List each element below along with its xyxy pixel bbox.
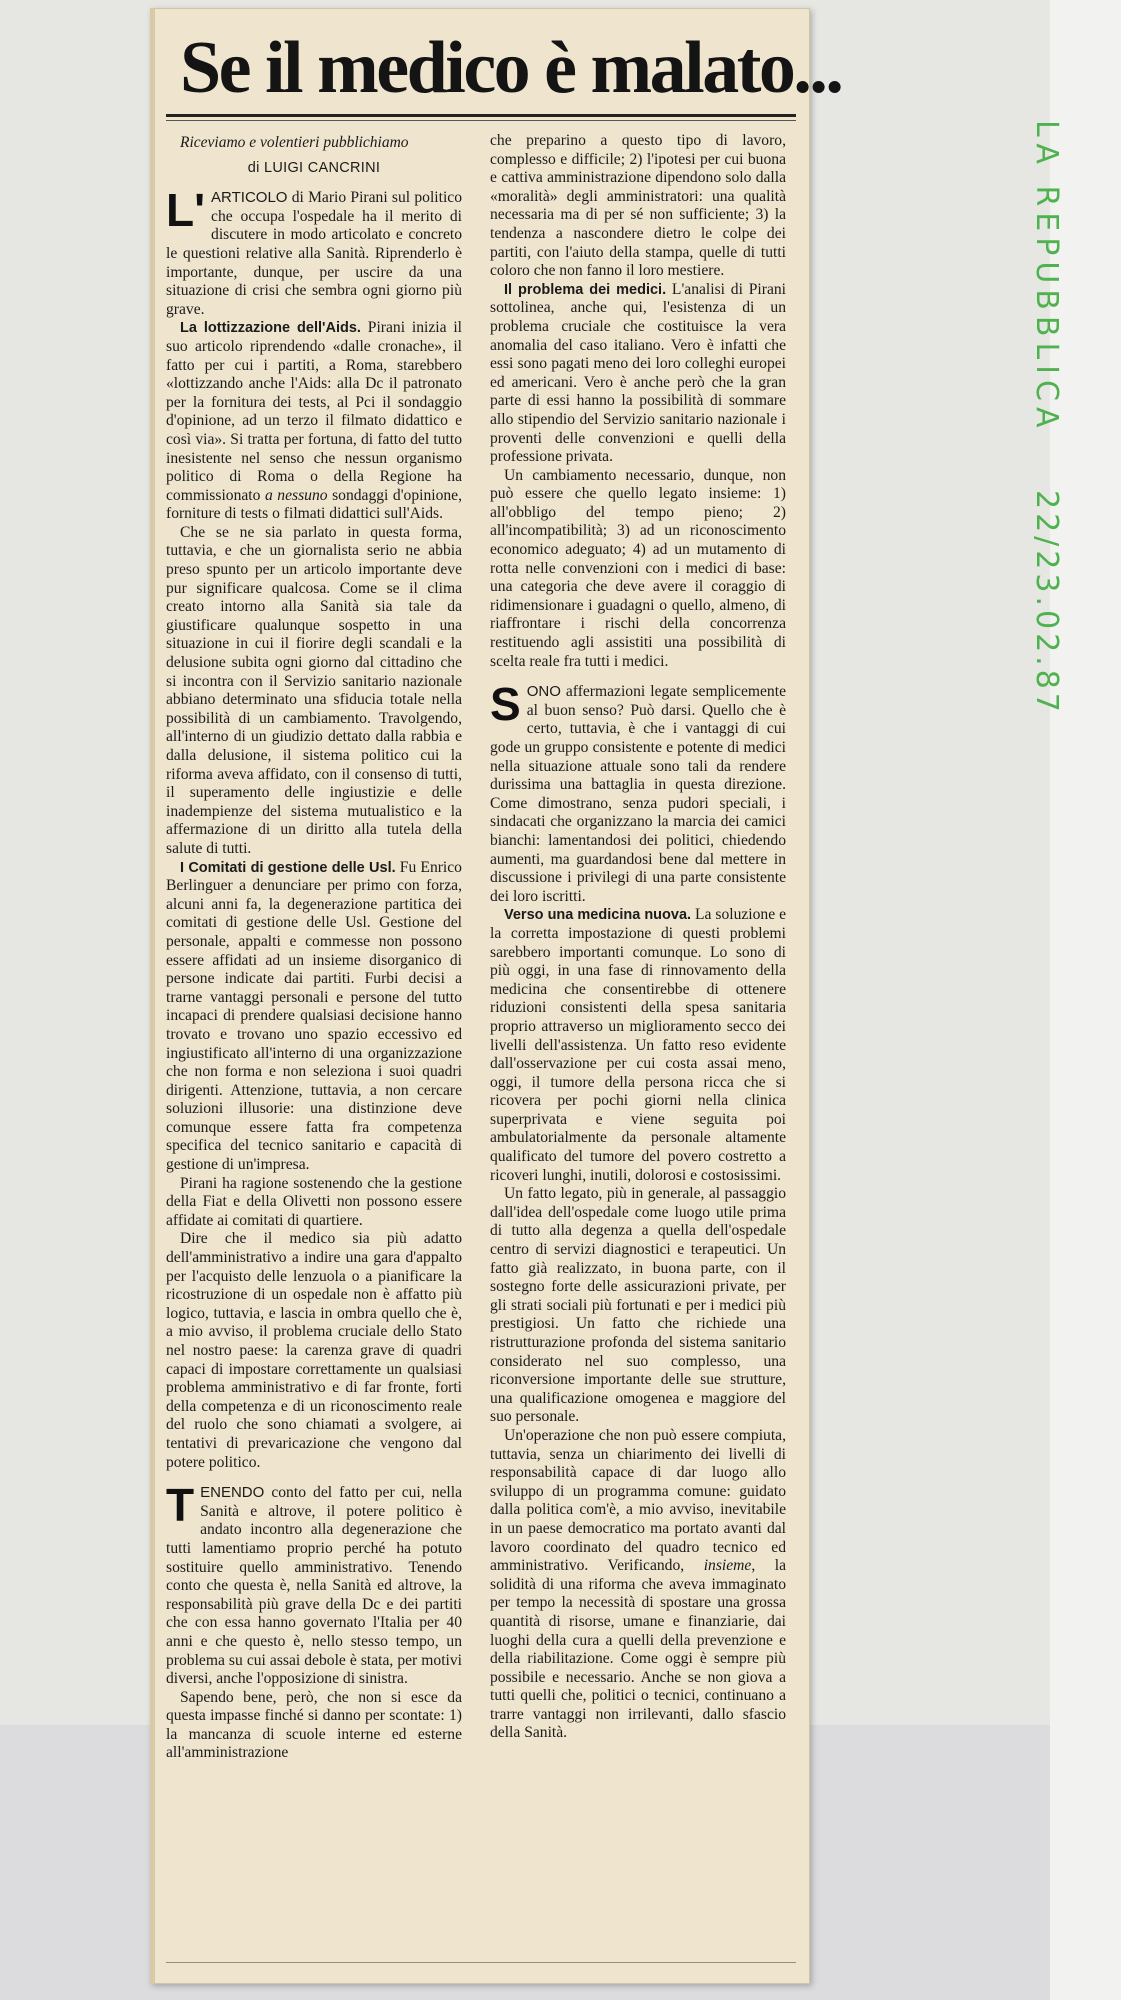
subheading: Verso una medicina nuova. <box>504 907 692 924</box>
paragraph-text: Fu Enrico Berlinguer a denunciare per primo con forza, alcuni anni fa, la degenerazione partitica dei comitati di gestione delle Usl. Gestione del personale, appalti e commesse non possono essere affidati ad un insieme disorganico di persone indicate dai partiti. Furbi decisi a trarne vantaggi personali e persone del tutto incapaci di prendere qualsiasi decisione hanno trovato e trovano uno spazio eccessivo ed ingiustificato all'interno di una organizzazione che non forma e non seleziona i suoi quadri dirigenti. Attenzione, tuttavia, a non cercare soluzioni illusorie: una distinzione deve comunque essere fatta fra competenza specifica del tecnico sanitario e capacità di gestione di un'impresa. <box>166 858 462 1174</box>
drop-cap: L' <box>166 184 206 237</box>
headline-rule <box>166 114 796 117</box>
emphasis: insieme <box>703 1557 752 1575</box>
paragraph: Che se ne sia parlato in questa forma, tuttavia, e che un giornalista serio ne abbia preso spunto per un articolo importante deve pur significare qualcosa. Come se il clima creato intorno alla Sanità sia tale da giustificare qualunque sospetto in una situazione in cui il fiorire degli scandali e la delusione subita ogni giorno dal cittadino che si incontra con il Servizio sanitario nazionale abbiano determinato una sfiducia totale nella possibilità di un cambiamento. Travolgendo, all'interno di un giudizio dettato dalla rabbia e dalla delusione, il sistema politico cui la riforma aveva affidato, con il consenso di tutti, il superamento delle ingiustizie e delle inadempienze del sistema mutualistico e la affermazione di un diritto alla tutela della salute di tutti. <box>166 523 462 857</box>
paragraph: Un fatto legato, più in generale, al passaggio dall'idea dell'ospedale come luogo utile prima di tutto alla degenza a quella dell'ospedale centro di servizi diagnostici e terapeutici. Un fatto già realizzato, in buona parte, con il sostegno forte delle assicurazioni private, per gli strati sociali più fortunati e per i medici più prestigiosi. Un fatto che richiede una ristrutturazione profonda del sistema sanitario considerato nel suo complesso, una riconversione importante delle sue strutture, una qualificazione omogenea e maggiore del suo personale. <box>490 1185 786 1426</box>
lead-in: ONO <box>526 683 561 701</box>
clipping-edge <box>150 8 155 1984</box>
paragraph-text: di Mario Pirani sul politico che occupa l'ospedale ha il merito di discutere in modo articolato e concreto le questioni relative alla Sanità. Riprenderlo è importante, dunque, per uscire da una situazione di crisi che sembra ogni giorno più grave. <box>166 189 462 318</box>
headline: Se il medico è malato... <box>180 27 842 109</box>
byline-prefix: di <box>247 159 260 176</box>
paragraph-text: L'analisi di Pirani sottolinea, anche qui, l'esistenza di un problema cruciale che costituisce la vera anomalia del caso italiano. Vero è infatti che essi sono pagati meno dei loro colleghi europei ed americani. Vero è anche però che la gran parte di essi hanno la possibilità di sommare allo stipendio del Servizio sanitario nazionale i proventi delle convenzioni e quelli della professione privata. <box>490 280 786 466</box>
paragraph: Sapendo bene, però, che non si esce da questa impasse finché si danno per scontate: 1) la mancanza di scuole interne ed esterne all'amministrazione <box>166 1688 462 1762</box>
paragraph: Dire che il medico sia più adatto dell'amministrativo a indire una gara d'appalto per l'acquisto delle lenzuola o a pianificare la ricostruzione di un ospedale non è affatto più logico, tuttavia, e lascia in ombra quello che è, a mio avviso, il problema cruciale dello Stato nel nostro paese: la carenza grave di quadri capaci di impostare correttamente un qualsiasi problema amministrativo e di far fronte, forti della competenza e di un riconoscimento reale del ruolo che sono chiamati a svolgere, ai tentativi di prevaricazione che vengono dal potere politico. <box>166 1230 462 1471</box>
paragraph-text: affermazioni legate semplicemente al buon senso? Può darsi. Quello che è certo, tuttavia, è che i vantaggi di cui gode un gruppo consistente e potente di medici nella situazione attuale sono tali da rendere durissima una battaglia in questa direzione. Come dimostrano, senza pudori speciali, i sindacati che organizzano la marcia dei camici bianchi: lamentandosi dei politici, chiedendo aumenti, ma guardandosi bene dal mettere in discussione i privilegi di una parte consistente dei loro iscritti. <box>490 683 786 905</box>
article-column-right <box>490 132 786 1962</box>
paragraph-text: , la solidità di una riforma che aveva immaginato per tempo la necessità di spostare una grossa quantità di risorse, umane e finanziarie, dai luoghi della cura a quelli della prevenzione e della riabilitazione. Come oggi è sempre più possibile e necessario. Anche se non giova a tutti quelli che, politici o tecnici, continuano a trarre vantaggi non irrilevanti, dallo sfascio della Sanità. <box>490 1557 786 1742</box>
subheading: I Comitati di gestione delle Usl. <box>180 859 396 876</box>
newspaper-clipping <box>150 8 842 1984</box>
paragraph <box>490 678 786 906</box>
lead-in: ENENDO <box>200 1484 265 1502</box>
annotation-paper-name: LA REPUBBLICA <box>1029 120 1064 434</box>
author-name: LUIGI CANCRINI <box>264 159 381 176</box>
bottom-rule <box>166 1962 796 1963</box>
paragraph <box>490 281 786 467</box>
subheading: Il problema dei medici. <box>504 281 667 298</box>
byline <box>166 159 462 178</box>
paragraph-text: Un'operazione che non può essere compiuta, tuttavia, senza un chiarimento dei livelli di responsabilità capace di dar luogo allo sviluppo di un programma comune: guidato dalla politica com'è, a mio avviso, inevitabile in un paese democratico ma portato avanti dal lavoro coordinato del quadro tecnico ed amministrativo. Verificando, <box>490 1426 786 1575</box>
paragraph: Un cambiamento necessario, dunque, non può essere che quello legato insieme: 1) all'obbligo del tempo pieno; 2) all'incompatibilità; 3) ad un riconoscimento economico adeguato; 4) ad un mutamento di rotta nelle convenzioni con i medici di base: una categoria che deve avere il coraggio di ridimensionare i guadagni o quello, almeno, di riaffrontare i rischi della concorrenza restituendo agli assistiti una possibilità di scelta reale fra tutti i medici. <box>490 466 786 670</box>
handwritten-annotation-date <box>1030 490 1070 730</box>
paragraph-text: sondaggi d'opinione, forniture di tests o filmati didattici sull'Aids. <box>166 486 462 523</box>
paragraph <box>490 1427 786 1743</box>
paragraph-text: La soluzione e la corretta impostazione di questi problemi sarebbero importanti comunque. Lo sono di più oggi, in una fase di rinnovamento della medicina che consentirebbe di ottenere riduzioni consistenti della spesa sanitaria proprio attraverso un miglioramento secco dei livelli dell'assistenza. Un fatto reso evidente dall'osservazione per cui costa assai meno, oggi, il tumore della persona ricca che si ricovera per pochi giorni nella clinica superprivata e viene seguita poi ambulatorialmente da personale altamente qualificato del tumore del povero costretto a ricoveri lunghi, inutili, dolorosi e costosissimi. <box>490 906 786 1184</box>
paragraph <box>166 184 462 319</box>
paragraph <box>166 1479 462 1689</box>
subheading: La lottizzazione dell'Aids. <box>180 320 361 337</box>
drop-cap: T <box>166 1479 195 1532</box>
paragraph <box>166 859 462 1175</box>
headline-rule-thin <box>166 120 796 121</box>
paragraph-text: Pirani inizia il suo articolo riprendendo «dalle cronache», il fatto per cui i partiti, a Roma, starebbero «lottizzando anche l'Aids: alla Dc il patronato per la fornitura dei tests, al Pci il sondaggio d'opinione, ad un terzo il filmato didattico e così via». Si tratta per fortuna, di fatto del tutto inesistente nel senso che nessun organismo politico di Roma o della Regione ha commissionato <box>166 319 462 504</box>
intro-line: Riceviamo e volentieri pubblichiamo <box>180 134 409 151</box>
section-gap <box>490 671 786 683</box>
section-gap <box>166 1472 462 1484</box>
article-column-left <box>166 134 462 1964</box>
paragraph <box>490 906 786 1185</box>
paragraph <box>166 319 462 524</box>
emphasis: a nessuno <box>264 486 328 504</box>
annotation-date-text: 22/23.02.87 <box>1029 490 1064 716</box>
paragraph: che preparino a questo tipo di lavoro, complesso e difficile; 2) l'ipotesi per cui buona e cattiva amministrazione dipendono solo dalla «moralità» degli amministratori: una qualità necessaria ma di per sé non sufficiente; 3) la tendenza a nascondere dietro le colpe dei partiti, con l'aiuto della stampa, quelle di tutti coloro che non fanno il loro mestiere. <box>490 132 786 280</box>
lead-in: ARTICOLO <box>211 189 288 207</box>
paragraph-text: conto del fatto per cui, nella Sanità e altrove, il potere politico è andato incontro alla degenerazione che tutti lamentiamo proprio perché ha potuto sostituire quello amministrativo. Tenendo conto che questa è, nella Sanità ed altrove, la responsabilità più grave della Dc e dei partiti che con essa hanno governato l'Italia per 40 anni e che questo è, nello stesso tempo, un problema su cui assai debole è stata, per motivi diversi, anche l'opposizione di sinistra. <box>166 1484 462 1688</box>
paragraph: Pirani ha ragione sostenendo che la gestione della Fiat e della Olivetti non possono essere affidate ai comitati di quartiere. <box>166 1174 462 1229</box>
drop-cap: S <box>490 678 521 731</box>
